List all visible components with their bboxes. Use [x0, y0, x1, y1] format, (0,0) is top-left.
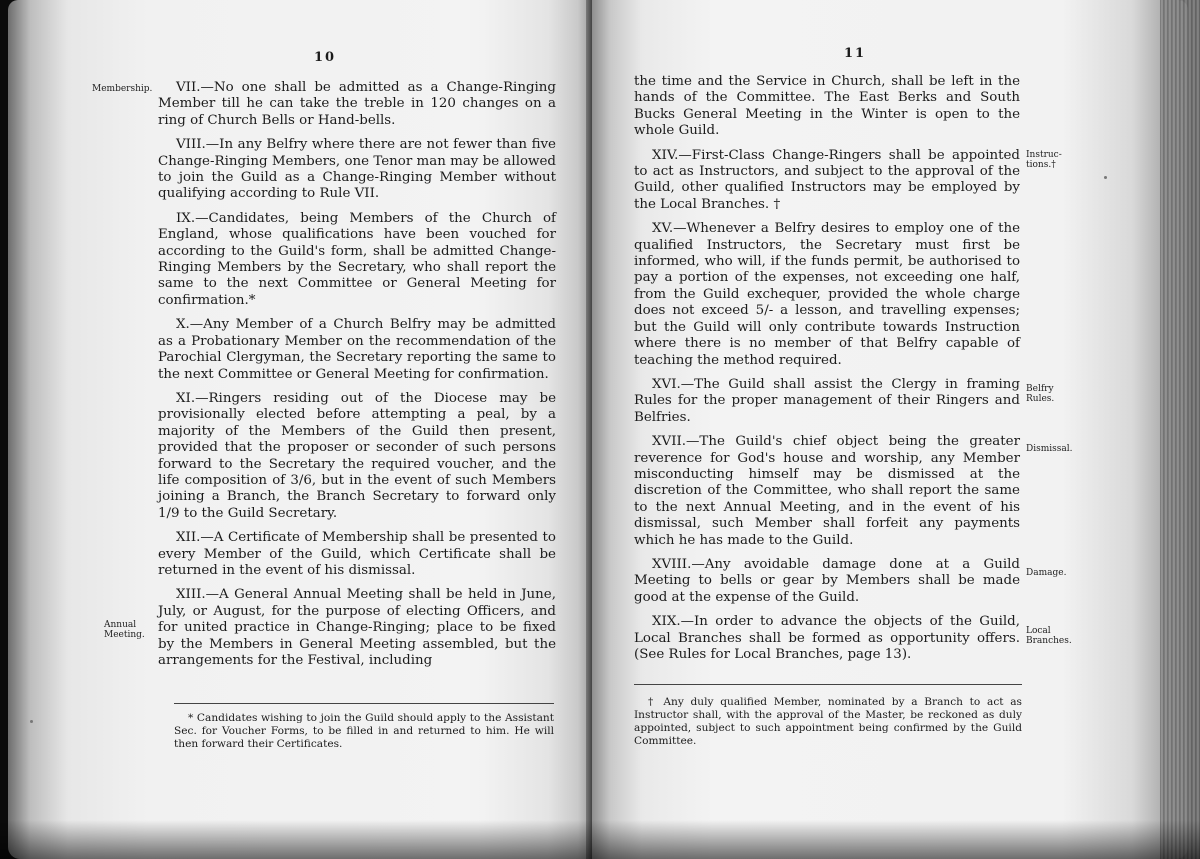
page-number-left: 10	[314, 50, 337, 65]
footnote-left-text: * Candidates wishing to join the Guild should apply to the Assistant Sec. for Voucher Forms, to be filled in and returned to him. He will then forward their Certificates.	[174, 712, 554, 750]
rule-vii: VII.—No one shall be admitted as a Change-Ringing Member till he can take the treble in 120 changes on a ring of Church Bells or Hand-bells.	[158, 80, 556, 128]
rule-xv: XV.—Whenever a Belfry desires to employ one of the qualified Instructors, the Secretary must first be informed, who will, if the funds permit, be authorised to pay a portion of the expenses, not exceeding one half, from the Guild exchequer, provided the whole charge does not exceed 5/- a lesson, and travelling expenses; but the Guild will only contribute towards Instruction where there is no member of that Belfry capable of teaching the method required.	[634, 221, 1020, 368]
rule-xiii-continuation: the time and the Service in Church, shall be left in the hands of the Committee. The East Berks and South Bucks General Meeting in the Winter is open to the whole Guild.	[634, 74, 1020, 139]
page-edges	[1160, 0, 1200, 859]
margin-note-belfry-rules: Belfry Rules.	[1026, 384, 1055, 404]
margin-note-damage: Damage.	[1026, 568, 1067, 578]
rule-xiv: XIV.—First-Class Change-Ringers shall be appointed to act as Instructors, and subject to the approval of the Guild, other qualified Instructors may be employed by the Local Branches. †	[634, 147, 1020, 212]
paper-speck	[30, 720, 33, 723]
page-number-right: 11	[844, 46, 867, 61]
margin-note-annual-meeting: Annual Meeting.	[104, 620, 145, 640]
right-page	[592, 0, 1188, 859]
margin-note-dismissal: Dismissal.	[1026, 444, 1073, 454]
footnote-divider-right	[634, 684, 1022, 685]
margin-note-membership: Membership.	[92, 84, 153, 94]
paper-speck	[1104, 176, 1107, 179]
left-page	[8, 0, 592, 859]
footnote-right-text: † Any duly qualified Member, nominated by a Branch to act as Instructor shall, with the approval of the Master, be reckoned as duly appointed, subject to such appointment being confirmed by the Guild Committee.	[634, 696, 1022, 747]
rule-ix: IX.—Candidates, being Members of the Church of England, whose qualifications have been vouched for according to the Guild's form, shall be admitted Change-Ringing Members by the Secretary, who shall report the same to the next Committee or General Meeting for confirmation.*	[158, 210, 556, 308]
rule-xi: XI.—Ringers residing out of the Diocese may be provisionally elected before attempting a peal, by a majority of the Members of the Guild then present, provided that the proposer or seconder of such persons forward to the Secretary the required voucher, and the life composition of 3/6, but in the event of such Members joining a Branch, the Branch Secretary to forward only 1/9 to the Guild Secretary.	[158, 390, 556, 521]
rule-xvi: XVI.—The Guild shall assist the Clergy in framing Rules for the proper management of their Ringers and Belfries.	[634, 376, 1020, 425]
rule-xviii: XVIII.—Any avoidable damage done at a Guild Meeting to bells or gear by Members shall be made good at the expense of the Guild.	[634, 556, 1020, 605]
margin-note-instructions: Instruc-tions.†	[1026, 150, 1062, 170]
rule-xvii: XVII.—The Guild's chief object being the greater reverence for God's house and worship, any Member misconducting himself may be dismissed at the discretion of the Committee, who shall report the same to the next Annual Meeting, and in the event of his dismissal, such Member shall forfeit any payments which he has made to the Guild.	[634, 434, 1020, 548]
rule-x: X.—Any Member of a Church Belfry may be admitted as a Probationary Member on the recommendation of the Parochial Clergyman, the Secretary reporting the same to the next Committee or General Meeting for confirmation.	[158, 317, 556, 382]
footnote-divider-left	[174, 703, 554, 704]
right-body-text	[634, 74, 1020, 671]
rule-viii: VIII.—In any Belfry where there are not fewer than five Change-Ringing Members, one Tenor man may be allowed to join the Guild as a Change-Ringing Member without qualifying according to Rule VII.	[158, 137, 556, 202]
margin-note-local-branches: Local Branches.	[1026, 626, 1072, 646]
footnote-left	[174, 712, 554, 751]
rule-xiii: XIII.—A General Annual Meeting shall be held in June, July, or August, for the purpose of electing Officers, and for united practice in Change-Ringing; place to be fixed by the Members in General Meeting assembled, but the arrangements for the Festival, including	[158, 587, 556, 668]
rule-xii: XII.—A Certificate of Membership shall be presented to every Member of the Guild, which Certificate shall be returned in the event of his dismissal.	[158, 530, 556, 578]
footnote-right	[634, 696, 1022, 748]
rule-xix: XIX.—In order to advance the objects of the Guild, Local Branches shall be formed as opportunity offers. (See Rules for Local Branches, page 13).	[634, 614, 1020, 662]
left-body-text	[158, 80, 556, 677]
bottom-shadow	[0, 820, 1200, 859]
